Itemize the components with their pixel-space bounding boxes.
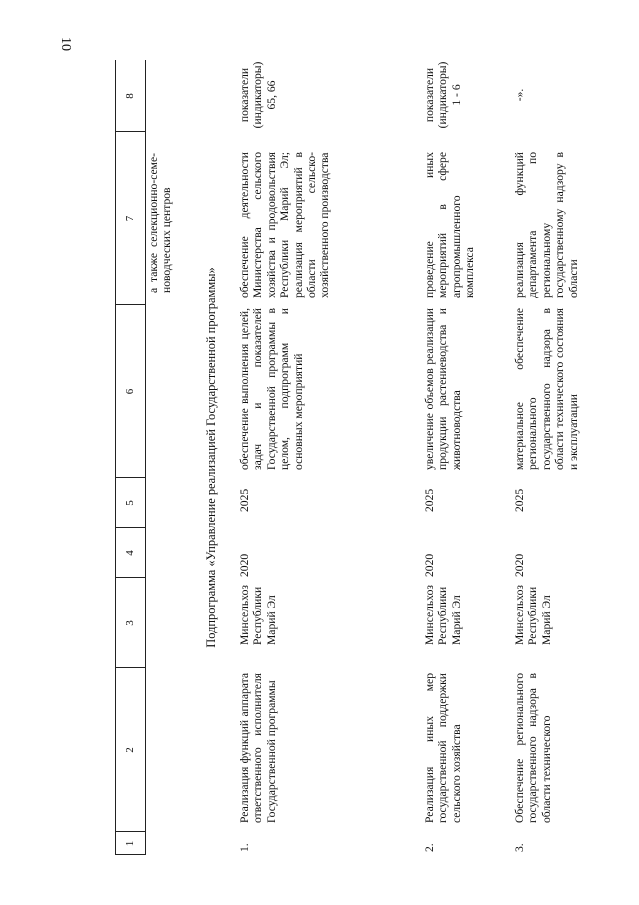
header-col-3: 3: [123, 620, 136, 626]
row-link: обеспечение деятельности Министерства сельского хозяйства и продовольствия Республики Марий Эл; реализация мероприятий в области сельско-хозяйственного производства: [238, 152, 332, 298]
row-result: увеличение объемов реализации продукции растениеводства и животноводства: [423, 308, 463, 470]
row-link: реализация функций департамента по региональному государственному надзору в области: [513, 152, 580, 298]
row-name: Реализация функций аппарата ответственного исполнителя Государственной программы: [238, 673, 278, 823]
row-result: обеспечение выполнения целей, задач и показателей Государственной программы в целом, подпрограмм и основных мероприятий: [238, 308, 305, 470]
row-name: Реализация иных мер государственной поддержки сельского хозяйства: [423, 673, 463, 823]
row-end-year: 2025: [238, 488, 251, 512]
row-executor: Минсельхоз Республики Марий Эл: [513, 585, 553, 645]
row-link: проведение иных мероприятий в сфере агропромышленного комплекса: [423, 152, 477, 298]
row-start-year: 2020: [423, 553, 436, 577]
continued-row-col-7: а также селекционно-семе-новодческих центров: [147, 153, 174, 293]
row-start-year: 2020: [513, 553, 526, 577]
row-number: 3.: [513, 843, 526, 852]
header-col-6: 6: [123, 388, 136, 395]
header-col-1: 1: [123, 840, 136, 847]
row-end-year: 2025: [513, 488, 526, 512]
subprogram-title: Подпрограмма «Управление реализацией Государственной программы»: [204, 267, 218, 648]
row-indicators: показатели (индикаторы) 1 - 6: [423, 61, 463, 129]
row-name: Обеспечение регионального государственного надзора в области технического: [513, 673, 553, 823]
row-executor: Минсельхоз Республики Марий Эл: [238, 585, 278, 645]
row-indicators: показатели (индикаторы) 65, 66: [238, 61, 278, 129]
program-table: [115, 60, 620, 855]
row-number: 1.: [238, 843, 251, 852]
header-col-5: 5: [123, 500, 136, 506]
header-col-7: 7: [123, 215, 136, 222]
header-col-8: 8: [123, 93, 136, 99]
row-start-year: 2020: [238, 553, 251, 577]
row-end-year: 2025: [423, 488, 436, 512]
table-header-row: [115, 60, 146, 855]
row-indicators: -».: [513, 88, 526, 102]
row-number: 2.: [423, 843, 436, 852]
header-col-2: 2: [123, 747, 136, 753]
rotated-table-page: [115, 60, 620, 855]
row-executor: Минсельхоз Республики Марий Эл: [423, 585, 463, 645]
header-col-4: 4: [123, 550, 136, 556]
row-result: материальное обеспечение регионального государственного надзора в области технического состояния и эксплуатации: [513, 308, 580, 470]
page-number: 10: [58, 37, 73, 51]
